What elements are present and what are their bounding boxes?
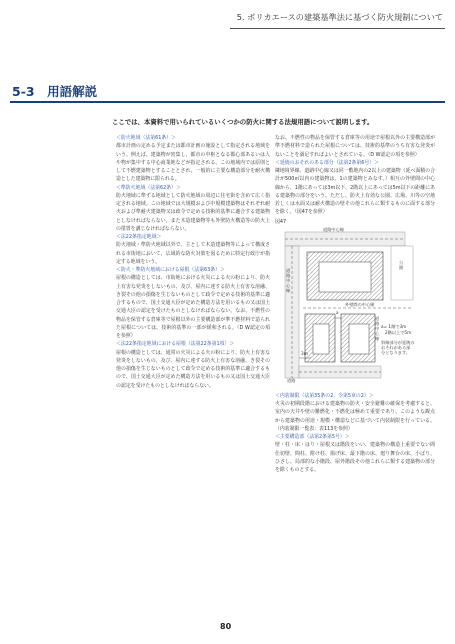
label-rule-b: 2階以上で5m xyxy=(385,329,412,335)
label-road: 道路 xyxy=(287,377,296,383)
term-body: 隣地境界線、道路中心線又は同一敷地内の2以上の建築物（延べ面積の合計が500㎡以内の建築物は、1の建築物とみなす。）相互の外壁間の中心線から、1階にあっては3m以下、2階以上にあっては5m以下の距離にある建築物の部分をいう。ただし、防火上有効な公園、広場、川等の空地若しくは水面又は耐火構造の壁その他これらに類するものに面する部分を除く。（図47を参照） xyxy=(275,168,435,216)
fire-spread-figure xyxy=(275,228,435,388)
term-body: なお、不燃性の物品を保管する倉庫等の用途で屋根以外の主要構造部が準不燃材料で造られた屋根については、技術的基準のうち有害な発炎がないことを満足すればよいとされている。（D W認定の項を参照） xyxy=(275,135,435,158)
section-title-underline xyxy=(10,101,445,103)
figure-diagram xyxy=(275,228,435,388)
park-area xyxy=(391,246,413,300)
label-park: 公園 xyxy=(399,259,404,270)
lower-building-right-inner xyxy=(349,324,369,354)
term-heading: ＜法22条指定地域＞ xyxy=(116,234,162,240)
term-body: 屋根の構造としては、市街地における火災による火の粉により、防火上有害な発炎をしないもの、及び、屋内に達する防火上有害な溶融、き裂その他の損傷を生じないものとして政令で定める技術的基準に適合するもので、国土交通大臣が定めた構造方法を用いるもの又は国土交通大臣の認定を受けたものとしなければならない。なお、不燃性の物品を保管する倉庫等で屋根以外の主要構造部が準不燃材料で造られた屋根については、技術的基準の一部が緩和される。（D W認定の項を参照） xyxy=(116,275,270,339)
term-heading: ＜延焼のおそれのある部分（法第2条第6号）＞ xyxy=(275,159,380,166)
term-heading: ＜主要構造部（法第2条第5号）＞ xyxy=(275,434,350,440)
right-column xyxy=(275,134,435,474)
term-heading: ＜防火地域（法第61条）＞ xyxy=(116,135,177,141)
chapter-title: 5. ポリカエースの建築基準法に基づく防火規制について xyxy=(236,12,443,22)
term-heading: ＜準防火地域（法第62条）＞ xyxy=(116,184,181,191)
upper-building-inner xyxy=(319,262,371,292)
label-wall-center: 外壁間の中心線 xyxy=(345,301,375,307)
term-heading: ＜法22条指定地域における屋根（法第22条第1項）＞ xyxy=(116,341,235,348)
label-3m: 3m xyxy=(301,350,308,356)
page-number: 80 xyxy=(220,622,232,631)
figure-number: 図47 xyxy=(275,218,287,225)
header-rule xyxy=(230,28,445,29)
page-header xyxy=(230,6,445,30)
label-shaded-note-1: 斜線部分が延焼の xyxy=(381,339,415,345)
term-heading: ＜内装制限（法第35条の2、令第5章の2）＞ xyxy=(275,392,374,399)
label-a: a xyxy=(336,309,339,315)
label-rule-a: a= 1階で3m xyxy=(381,323,407,329)
label-road-center-right: 道路中心線 xyxy=(375,315,380,341)
left-column xyxy=(116,134,270,390)
label-shaded-note-2: おそれがある部 xyxy=(381,344,411,350)
label-road-center-top: 道路中心線 xyxy=(323,226,344,232)
term-body: 防火地域・準防火地域以外で、主として木造建築物等によって構成される市街地において、広域的な防火対策を図るために特定行政庁が指定する地域をいう。 xyxy=(116,242,270,265)
term-body: 火災の初期段階における建築物の防火・安全避難の確保を考慮すると、室内の天井や壁の難燃化・不燃化は極めて重要であり、このような観点から建築物の用途・規模・構造などに基づいて内装制限を行っている。（内装制限一覧表：表113を参照） xyxy=(275,401,435,432)
intro-text: ここでは、本資料で用いられているいくつかの防火に関する法規用語について説明します。 xyxy=(112,118,374,126)
term-body: 防火地域に準ずる地域として防火地域の周辺に住宅街を含めて広く指定される地域。この地域では大規模および中規模建築物はそれぞれ耐火および準耐火建築物又は政令で定める技術的基準に適合する建築物としなければならない。また木造建築物等も外壁防火構造等の防火上の措置を講じなければならない。 xyxy=(116,192,270,232)
term-body: 屋根の構造としては、通常の火災による火の粉により、防火上有害な発炎をしないもの、及び、屋内に達する防火上有害な溶融、き裂その他の損傷を生じないものとして政令で定める技術的基準に適合するもので、国土交通大臣が定めた構造方法を用いるもの又は国土交通大臣の認定を受けたものとしなければならない。 xyxy=(116,349,270,389)
term-body: 壁・柱・床・はり・屋根又は階段をいい、建築物の構造上重要でない間仕切壁、間柱、附け柱、揚げ床、最下階の床、廻り舞台の床、小ばり、ひさし、局部的な小階段、屋外階段その他これらに類する建築物の部分を除くものとする。 xyxy=(275,442,435,473)
label-road-center-left: 道路中心線 xyxy=(286,267,291,293)
term-body: 都市計画の定める予定または都市計画の施設として指定される地域をいう。例えば、建築物が密集し、都市の中枢となる都心部あるいは人や物が集中する中心商業地などが指定される。この地域内では原則として不燃建築物とすることとされ、一般的に主要な構造部分を耐火構造とした建築物に限られる。 xyxy=(116,143,270,183)
lower-building-left-inner xyxy=(313,324,329,354)
term-heading: ＜防火・準防火地域における屋根（法第63条）＞ xyxy=(116,267,225,273)
section-title: 5-3 用語解説 xyxy=(12,84,98,99)
label-shaded-note-3: 分となります。 xyxy=(381,349,410,355)
